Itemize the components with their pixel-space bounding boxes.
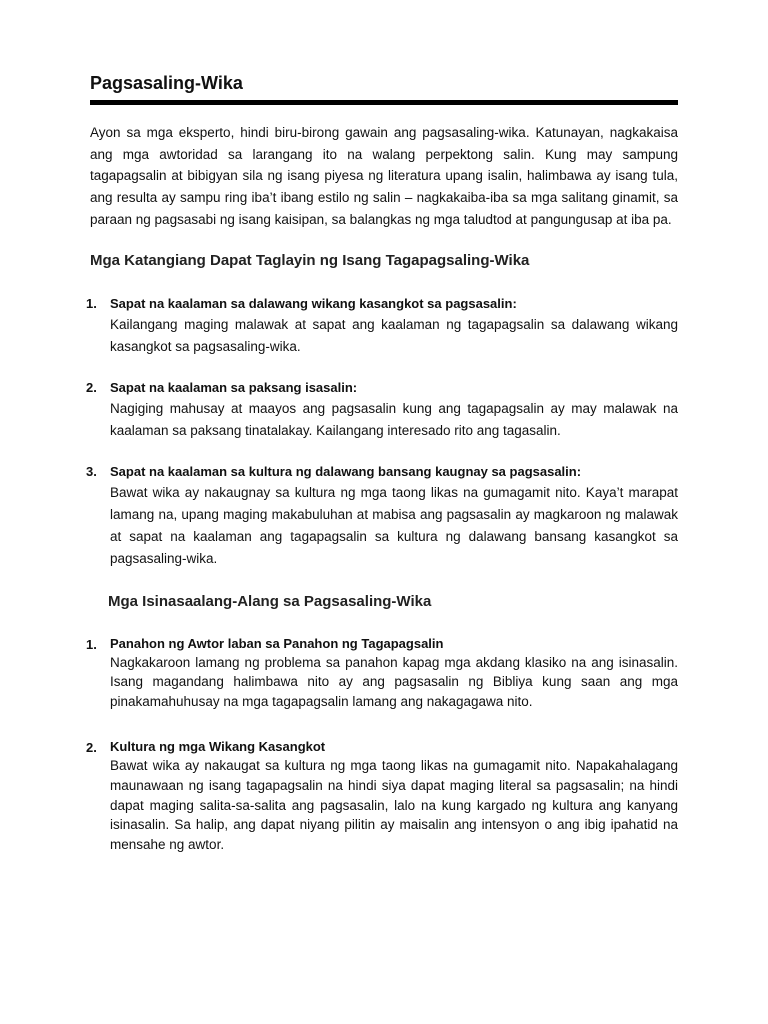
item-body: Nagkakaroon lamang ng problema sa panahon kapag mga akdang klasiko na ang isinasalin. Isang magandang halimbawa nito ay ang pagsasalin ng Bibliya kung saan ang mga pinakamahuhusay na mga tagapagsalin lamang ang nakagagawa nito. bbox=[110, 654, 678, 710]
item-title: Sapat na kaalaman sa kultura ng dalawang bansang kaugnay sa pagsasalin: bbox=[110, 463, 582, 479]
item-title: Kultura ng mga Wikang Kasangkot bbox=[110, 738, 326, 754]
section-heading-katangian: Mga Katangiang Dapat Taglayin ng Isang Tagapagsaling-Wika bbox=[90, 251, 530, 269]
item-body: Nagiging mahusay at maayos ang pagsasalin kung ang tagapagsalin ay may malawak na kaalaman sa paksang tinatalakay. Kailangang interesado rito ang tagasalin. bbox=[110, 400, 678, 438]
list-item bbox=[86, 634, 678, 712]
title-divider bbox=[90, 100, 678, 105]
isinasaalang-alang-list bbox=[86, 634, 678, 855]
item-number: 3. bbox=[86, 463, 97, 479]
item-number: 2. bbox=[86, 379, 97, 395]
item-body: Bawat wika ay nakaugat sa kultura ng mga taong likas na gumagamit nito. Napakahalagang maunawaan ng isang tagapagsalin na hindi siya dapat maging literal sa pagsasalin; na hindi dapat maging salita-sa-salita ang pagsasalin, lalo na kung kargado ng kultura ang kanyang isinasalin. Sa halip, ang dapat niyang pilitin ay maisalin ang intensyon o ang ibig ipahatid na mensahe ng awtor. bbox=[110, 757, 678, 853]
item-number: 1. bbox=[86, 295, 97, 311]
item-body: Kailangang maging malawak at sapat ang kaalaman ng tagapagsalin sa dalawang wikang kasangkot sa pagsasaling-wika. bbox=[110, 316, 678, 354]
item-body: Bawat wika ay nakaugnay sa kultura ng mga taong likas na gumagamit nito. Kaya’t marapat lamang na, upang maging makabuluhan at mabisa ang pagsasalin ay magkaroon ng malawak at sapat na kaalaman ang tagapagsalin sa kultura ng dalawang bansang kasangkot sa pagsasaling-wika. bbox=[110, 484, 678, 566]
item-title: Sapat na kaalaman sa dalawang wikang kasangkot sa pagsasalin: bbox=[110, 295, 517, 311]
item-number: 1. bbox=[86, 636, 97, 652]
item-number: 2. bbox=[86, 739, 97, 755]
list-item bbox=[86, 461, 678, 570]
document-title: Pagsasaling-Wika bbox=[90, 73, 243, 93]
item-title: Panahon ng Awtor laban sa Panahon ng Tagapagsalin bbox=[110, 635, 444, 651]
katangian-list bbox=[86, 293, 678, 570]
section-heading-isinasaalang-alang: Mga Isinasaalang-Alang sa Pagsasaling-Wika bbox=[108, 592, 432, 610]
list-item bbox=[86, 293, 678, 358]
item-title: Sapat na kaalaman sa paksang isasalin: bbox=[110, 379, 358, 395]
list-item bbox=[86, 377, 678, 442]
list-item bbox=[86, 737, 678, 855]
intro-paragraph: Ayon sa mga eksperto, hindi biru-birong gawain ang pagsasaling-wika. Katunayan, nagkakaisa ang mga awtoridad sa larangang ito na walang perpektong salin. Kung may sampung tagapagsalin at bibigyan sila ng isang piyesa ng literatura upang isalin, halimbawa ay isang tula, ang resulta ay sampu ring iba’t ibang estilo ng salin – nagkakaiba-iba sa mga salitang ginamit, sa paraan ng pagsasabi ng isang kaisipan, sa balangkas ng mga taludtod at pangungusap at iba pa. bbox=[90, 125, 678, 227]
